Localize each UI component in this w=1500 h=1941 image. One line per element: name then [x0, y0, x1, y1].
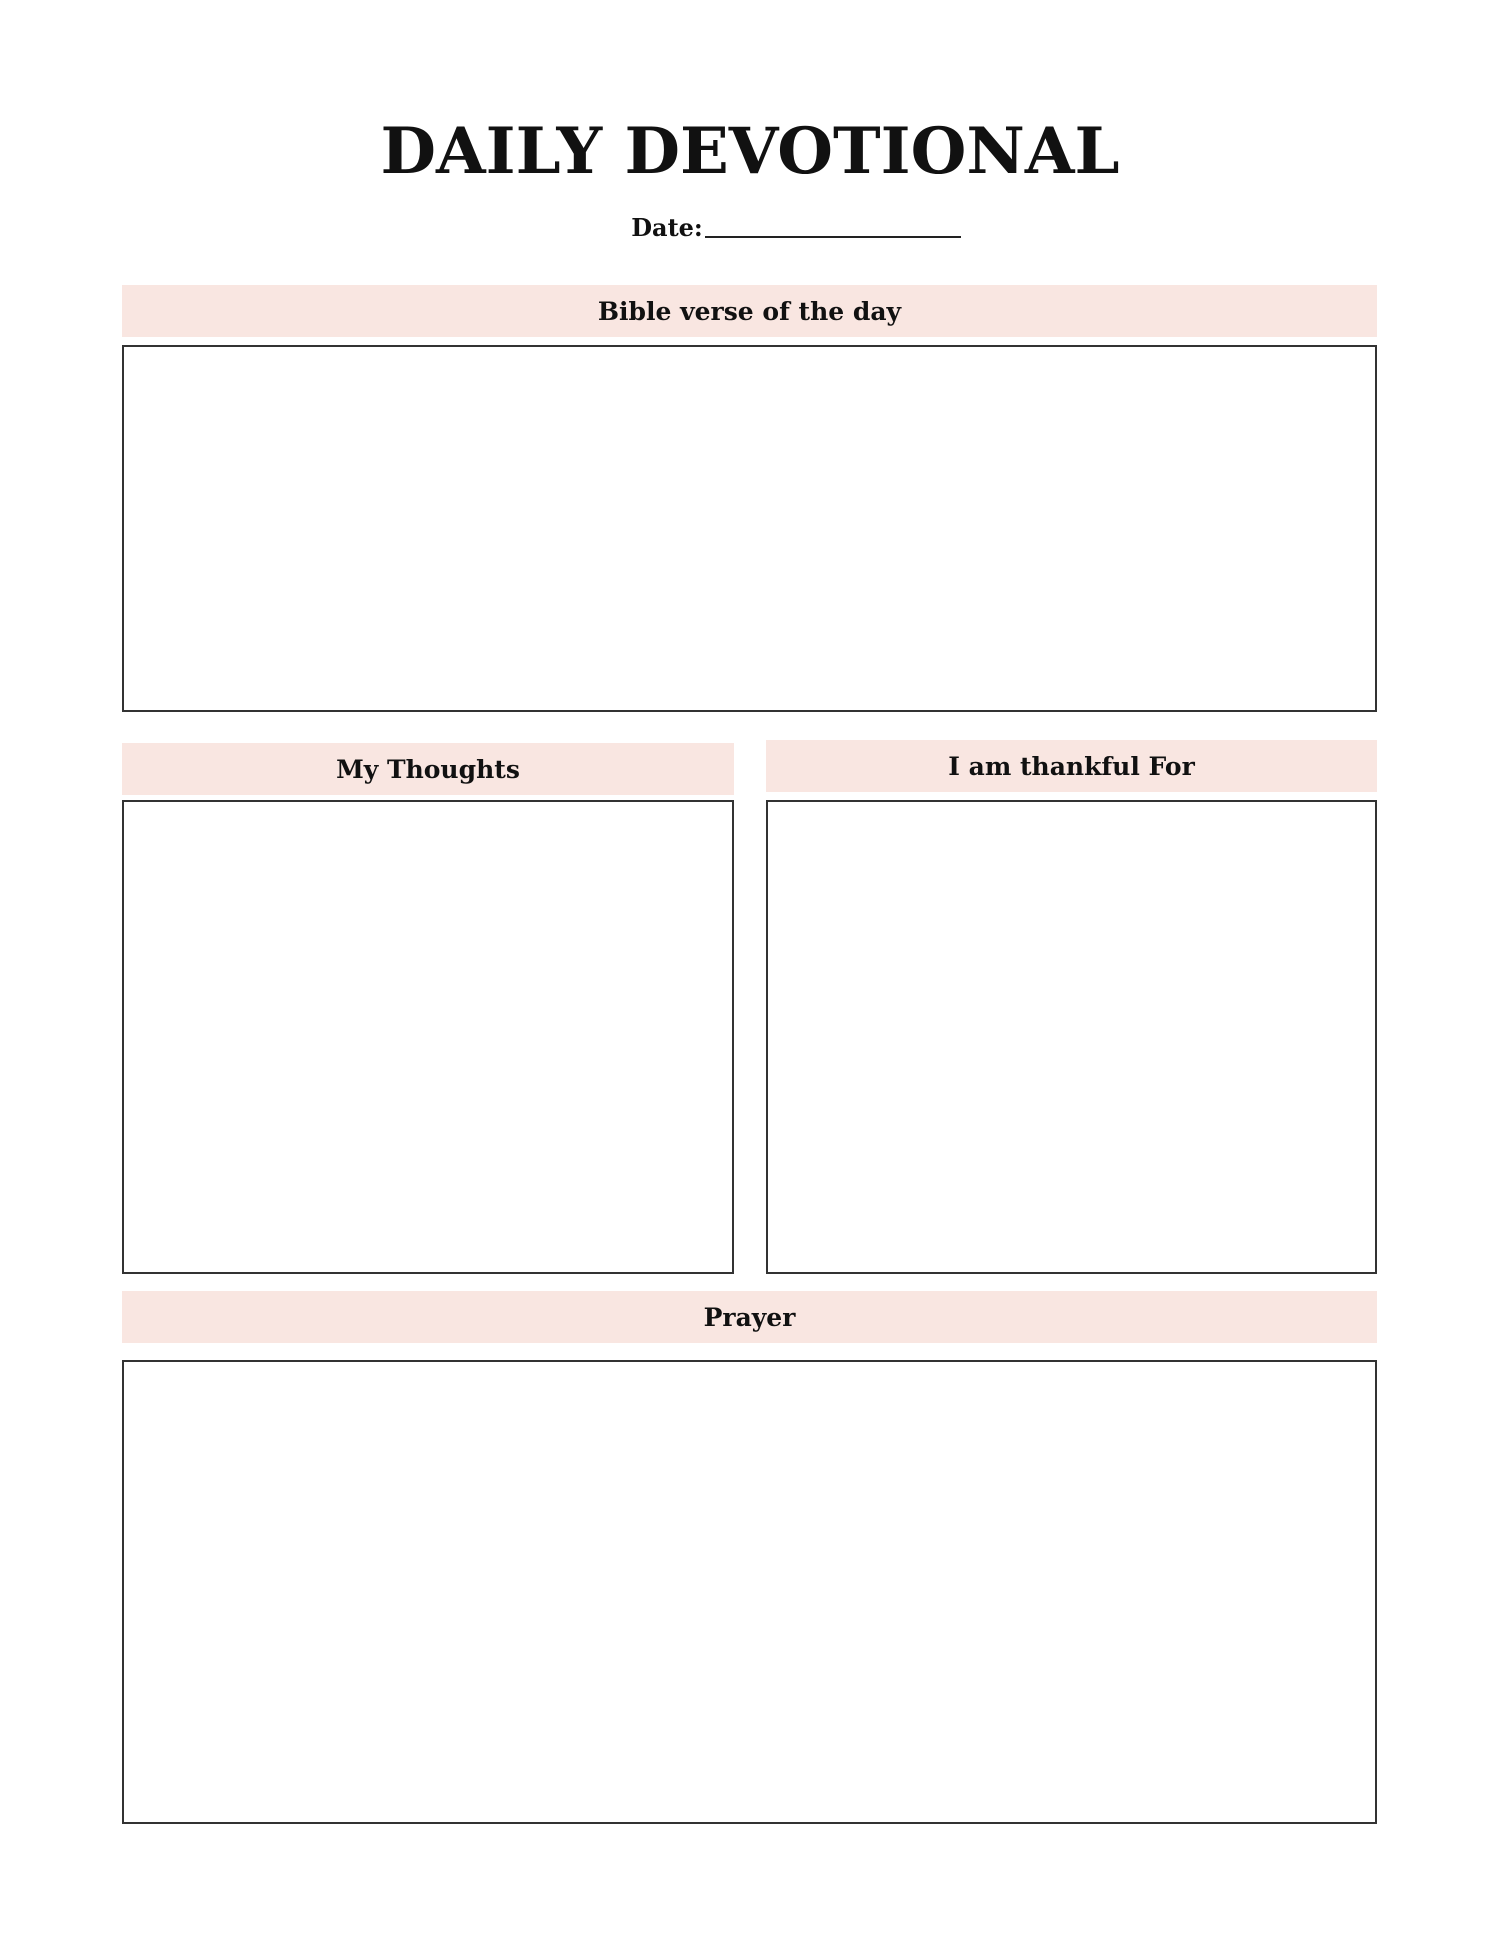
prayer-header [122, 1291, 1377, 1343]
date-row [0, 210, 1500, 242]
bible-verse-header [122, 285, 1377, 337]
bible-verse-box[interactable] [122, 345, 1377, 712]
prayer-label: Prayer [703, 1302, 796, 1332]
bible-verse-label: Bible verse of the day [597, 296, 902, 326]
thankful-box[interactable] [766, 800, 1377, 1274]
page-title: DAILY DEVOTIONAL [380, 114, 1120, 189]
date-field-line[interactable] [705, 236, 961, 238]
thankful-label: I am thankful For [948, 751, 1195, 781]
my-thoughts-header [122, 743, 734, 795]
date-label: Date: [631, 213, 703, 242]
my-thoughts-label: My Thoughts [336, 754, 520, 784]
prayer-box[interactable] [122, 1360, 1377, 1824]
thankful-header [766, 740, 1377, 792]
my-thoughts-box[interactable] [122, 800, 734, 1274]
